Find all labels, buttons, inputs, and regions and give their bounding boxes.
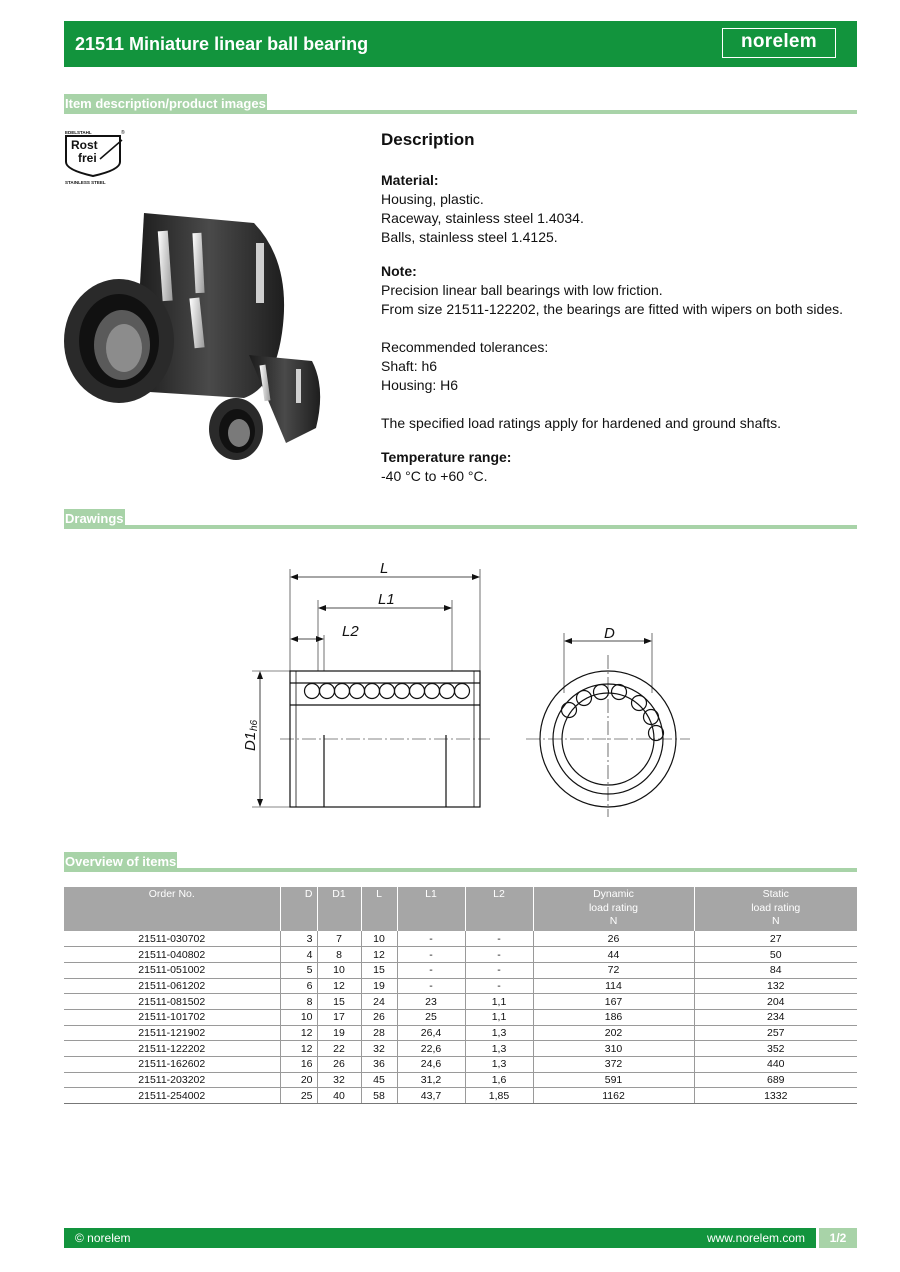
static-load-cell: 440 bbox=[694, 1057, 857, 1073]
l-cell: 10 bbox=[361, 931, 397, 947]
l2-cell: - bbox=[465, 978, 533, 994]
l1-cell: 25 bbox=[397, 1009, 465, 1025]
table-row bbox=[64, 1057, 857, 1073]
l1-cell: 31,2 bbox=[397, 1072, 465, 1088]
order-no-cell: 21511-203202 bbox=[64, 1072, 280, 1088]
d1-cell: 40 bbox=[317, 1088, 361, 1104]
header-l2: L2 bbox=[465, 887, 533, 931]
static-load-cell: 1332 bbox=[694, 1088, 857, 1104]
l1-cell: 22,6 bbox=[397, 1041, 465, 1057]
l1-cell: 24,6 bbox=[397, 1057, 465, 1073]
order-no-cell: 21511-162602 bbox=[64, 1057, 280, 1073]
dynamic-load-cell: 1162 bbox=[533, 1088, 694, 1104]
l-cell: 28 bbox=[361, 1025, 397, 1041]
note-label: Note: bbox=[381, 263, 417, 279]
static-load-cell: 84 bbox=[694, 962, 857, 978]
dynamic-load-cell: 372 bbox=[533, 1057, 694, 1073]
tolerance-line: Shaft: h6 bbox=[381, 358, 438, 374]
dynamic-load-cell: 114 bbox=[533, 978, 694, 994]
d1-cell: 26 bbox=[317, 1057, 361, 1073]
l2-cell: - bbox=[465, 931, 533, 947]
l1-cell: - bbox=[397, 978, 465, 994]
l1-cell: 43,7 bbox=[397, 1088, 465, 1104]
l-cell: 58 bbox=[361, 1088, 397, 1104]
items-table bbox=[64, 887, 857, 1104]
section-label: Item description/product images bbox=[64, 94, 267, 114]
product-image bbox=[64, 203, 324, 465]
d-cell: 3 bbox=[280, 931, 317, 947]
dynamic-load-cell: 310 bbox=[533, 1041, 694, 1057]
dim-L2-label: L2 bbox=[342, 623, 359, 640]
d1-cell: 12 bbox=[317, 978, 361, 994]
d-cell: 16 bbox=[280, 1057, 317, 1073]
l1-cell: 26,4 bbox=[397, 1025, 465, 1041]
l1-cell: - bbox=[397, 962, 465, 978]
order-no-cell: 21511-121902 bbox=[64, 1025, 280, 1041]
note-line: From size 21511-122202, the bearings are fitted with wipers on both sides. bbox=[381, 301, 843, 317]
header-d1: D1 bbox=[317, 887, 361, 931]
table-row bbox=[64, 1072, 857, 1088]
table-row bbox=[64, 994, 857, 1010]
description-block bbox=[381, 128, 851, 486]
static-load-cell: 352 bbox=[694, 1041, 857, 1057]
dynamic-load-cell: 72 bbox=[533, 962, 694, 978]
d1-cell: 15 bbox=[317, 994, 361, 1010]
badge-line2: Rost bbox=[71, 138, 98, 152]
d1-cell: 17 bbox=[317, 1009, 361, 1025]
d-cell: 6 bbox=[280, 978, 317, 994]
dynamic-load-cell: 167 bbox=[533, 994, 694, 1010]
order-no-cell: 21511-254002 bbox=[64, 1088, 280, 1104]
order-no-cell: 21511-030702 bbox=[64, 931, 280, 947]
table-row bbox=[64, 947, 857, 963]
tolerance-line: Housing: H6 bbox=[381, 377, 459, 393]
order-no-cell: 21511-051002 bbox=[64, 962, 280, 978]
l-cell: 15 bbox=[361, 962, 397, 978]
header-dynamic-load: Dynamic load rating N bbox=[533, 887, 694, 931]
d-cell: 5 bbox=[280, 962, 317, 978]
table-row bbox=[64, 1088, 857, 1104]
section-label: Overview of items bbox=[64, 852, 177, 872]
l-cell: 26 bbox=[361, 1009, 397, 1025]
l-cell: 19 bbox=[361, 978, 397, 994]
static-load-cell: 204 bbox=[694, 994, 857, 1010]
page-header bbox=[64, 21, 857, 67]
dynamic-load-cell: 26 bbox=[533, 931, 694, 947]
badge-line4: STAINLESS STEEL bbox=[65, 180, 106, 185]
dynamic-load-cell: 44 bbox=[533, 947, 694, 963]
footer-website-link[interactable]: www.norelem.com bbox=[706, 1231, 805, 1245]
order-no-cell: 21511-040802 bbox=[64, 947, 280, 963]
static-load-cell: 27 bbox=[694, 931, 857, 947]
d1-cell: 10 bbox=[317, 962, 361, 978]
static-load-cell: 689 bbox=[694, 1072, 857, 1088]
order-no-cell: 21511-081502 bbox=[64, 994, 280, 1010]
norelem-logo: norelem bbox=[722, 28, 836, 58]
tolerance-line: Recommended tolerances: bbox=[381, 339, 549, 355]
footer-copyright: © norelem bbox=[75, 1231, 131, 1245]
badge-line3: frei bbox=[78, 151, 97, 165]
note-line: Precision linear ball bearings with low friction. bbox=[381, 282, 663, 298]
order-no-cell: 21511-101702 bbox=[64, 1009, 280, 1025]
material-line: Housing, plastic. bbox=[381, 191, 484, 207]
header-d: D bbox=[280, 887, 317, 931]
header-l: L bbox=[361, 887, 397, 931]
l2-cell: 1,85 bbox=[465, 1088, 533, 1104]
dynamic-load-cell: 186 bbox=[533, 1009, 694, 1025]
d-cell: 8 bbox=[280, 994, 317, 1010]
l2-cell: 1,1 bbox=[465, 1009, 533, 1025]
l2-cell: 1,3 bbox=[465, 1057, 533, 1073]
table-row bbox=[64, 962, 857, 978]
d-cell: 20 bbox=[280, 1072, 317, 1088]
l2-cell: 1,1 bbox=[465, 994, 533, 1010]
static-load-cell: 257 bbox=[694, 1025, 857, 1041]
table-row bbox=[64, 1009, 857, 1025]
dynamic-load-cell: 202 bbox=[533, 1025, 694, 1041]
l1-cell: - bbox=[397, 931, 465, 947]
l2-cell: - bbox=[465, 962, 533, 978]
section-drawings bbox=[64, 505, 857, 529]
dim-h6-label: h6 bbox=[249, 719, 260, 731]
l-cell: 24 bbox=[361, 994, 397, 1010]
l1-cell: 23 bbox=[397, 994, 465, 1010]
d1-cell: 8 bbox=[317, 947, 361, 963]
d-cell: 12 bbox=[280, 1041, 317, 1057]
d1-cell: 32 bbox=[317, 1072, 361, 1088]
d1-cell: 7 bbox=[317, 931, 361, 947]
d-cell: 12 bbox=[280, 1025, 317, 1041]
order-no-cell: 21511-122202 bbox=[64, 1041, 280, 1057]
l2-cell: 1,3 bbox=[465, 1041, 533, 1057]
d-cell: 4 bbox=[280, 947, 317, 963]
l1-cell: - bbox=[397, 947, 465, 963]
table-row bbox=[64, 1041, 857, 1057]
table-header-row bbox=[64, 887, 857, 931]
l-cell: 45 bbox=[361, 1072, 397, 1088]
l2-cell: 1,6 bbox=[465, 1072, 533, 1088]
d-cell: 10 bbox=[280, 1009, 317, 1025]
temperature-label: Temperature range: bbox=[381, 449, 512, 465]
d-cell: 25 bbox=[280, 1088, 317, 1104]
static-load-cell: 132 bbox=[694, 978, 857, 994]
badge-line1: EDELSTAHL bbox=[65, 130, 92, 135]
description-heading: Description bbox=[381, 130, 475, 149]
l2-cell: 1,3 bbox=[465, 1025, 533, 1041]
page-title: 21511 Miniature linear ball bearing bbox=[75, 34, 369, 54]
static-load-cell: 50 bbox=[694, 947, 857, 963]
dim-D1-label: D1 bbox=[242, 731, 259, 751]
material-line: Raceway, stainless steel 1.4034. bbox=[381, 210, 584, 226]
header-static-load: Static load rating N bbox=[694, 887, 857, 931]
static-load-cell: 234 bbox=[694, 1009, 857, 1025]
table-row bbox=[64, 1025, 857, 1041]
temperature-value: -40 °C to +60 °C. bbox=[381, 468, 488, 484]
l-cell: 32 bbox=[361, 1041, 397, 1057]
l-cell: 12 bbox=[361, 947, 397, 963]
header-l1: L1 bbox=[397, 887, 465, 931]
technical-drawing bbox=[230, 555, 690, 825]
d1-cell: 19 bbox=[317, 1025, 361, 1041]
material-label: Material: bbox=[381, 172, 439, 188]
page-number: 1/2 bbox=[819, 1228, 857, 1248]
badge-registered-mark: ® bbox=[121, 130, 125, 136]
load-rating-note: The specified load ratings apply for hardened and ground shafts. bbox=[381, 415, 782, 431]
table-row bbox=[64, 931, 857, 947]
dim-L1-label: L1 bbox=[378, 591, 395, 608]
order-no-cell: 21511-061202 bbox=[64, 978, 280, 994]
material-line: Balls, stainless steel 1.4125. bbox=[381, 229, 558, 245]
d1-cell: 22 bbox=[317, 1041, 361, 1057]
dynamic-load-cell: 591 bbox=[533, 1072, 694, 1088]
l2-cell: - bbox=[465, 947, 533, 963]
section-overview bbox=[64, 848, 857, 872]
page-footer bbox=[64, 1228, 857, 1248]
section-item-description bbox=[64, 90, 857, 114]
stainless-steel-badge-icon bbox=[64, 128, 126, 186]
header-order-no: Order No. bbox=[64, 887, 280, 931]
dim-L-label: L bbox=[380, 560, 389, 577]
table-row bbox=[64, 978, 857, 994]
l-cell: 36 bbox=[361, 1057, 397, 1073]
section-label: Drawings bbox=[64, 509, 125, 529]
dim-D-label: D bbox=[604, 625, 615, 642]
